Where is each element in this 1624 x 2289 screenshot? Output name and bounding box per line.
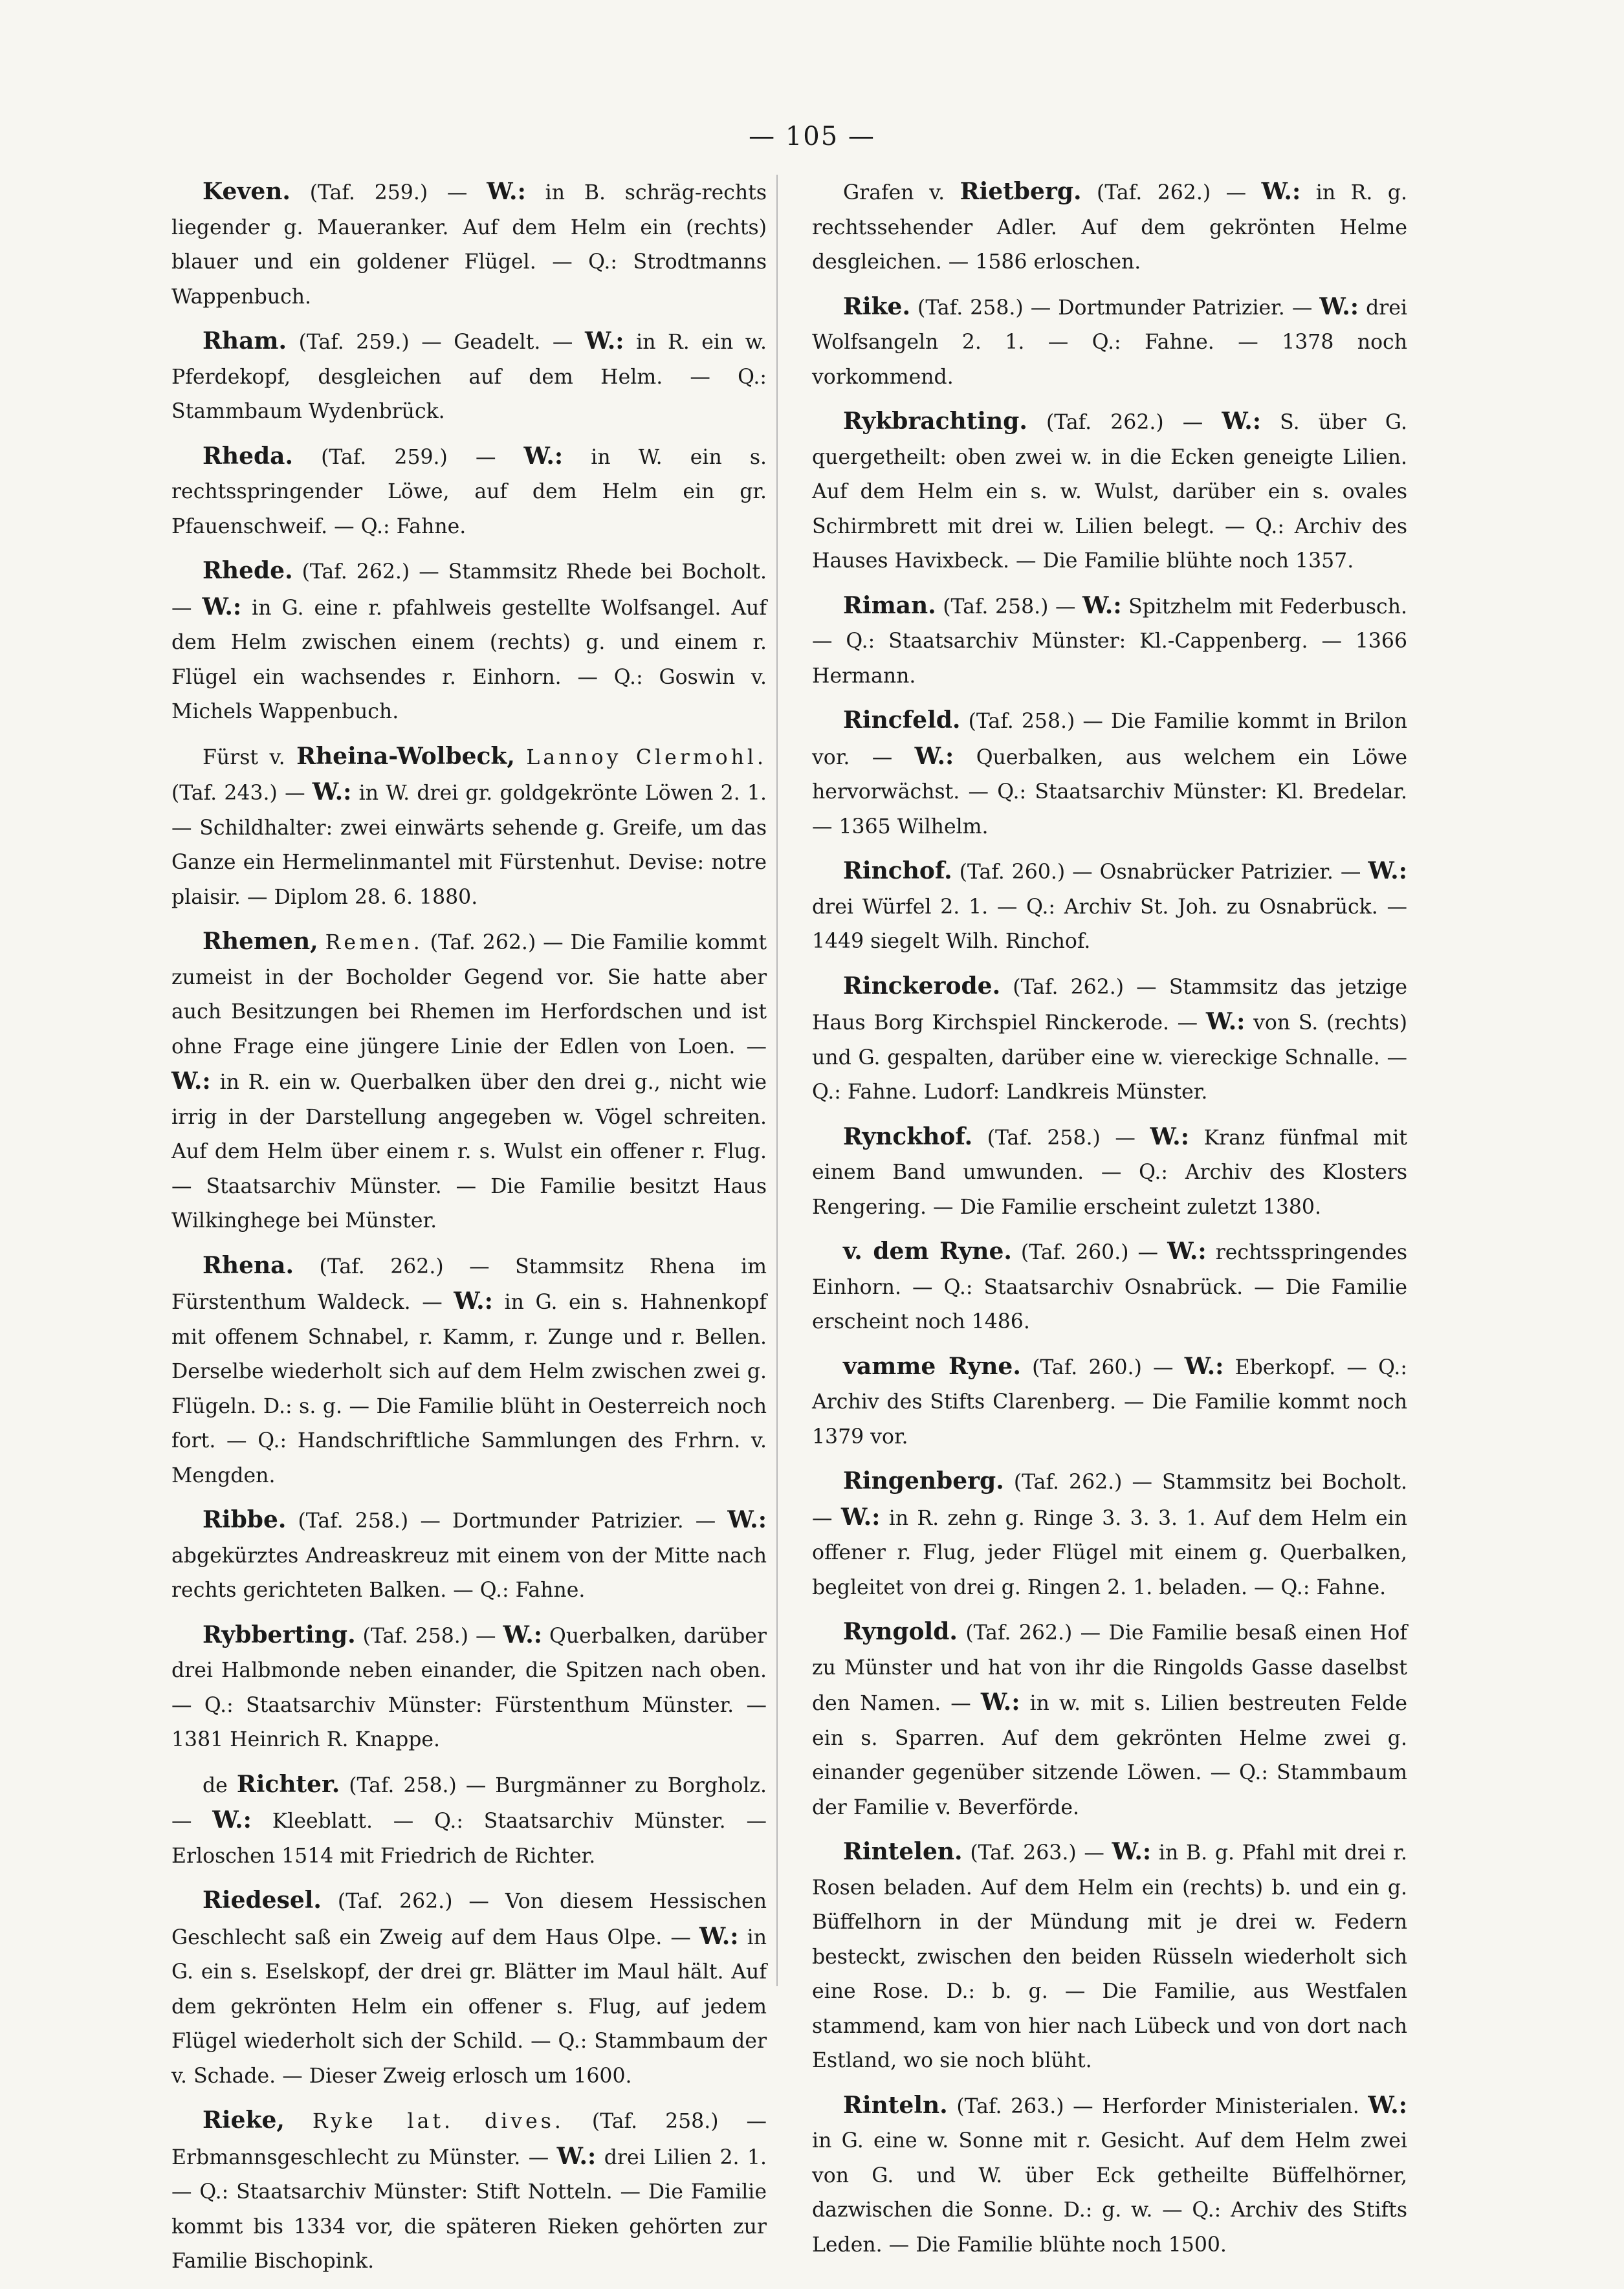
wappen-label: W.:: [1082, 591, 1122, 619]
wappen-label: W.:: [1205, 1008, 1245, 1035]
entry-text: (Taf. 259.) — W.: in B. schräg-rechts liegender g. Maueranker. Auf dem Helm ein (rechts) blauer und ein goldener Flügel. — Q.: Strodtmanns Wappenbuch.: [171, 178, 767, 309]
wappen-label: W.:: [699, 1922, 739, 1950]
entry-text: (Taf. 262.) — W.: in R. g. rechtssehender Adler. Auf dem gekrönten Helme desgleichen. — 1586 erloschen.: [812, 178, 1408, 274]
entry-text: (Taf. 258.) — Dortmunder Patrizier. — W.: drei Wolfsangeln 2. 1. — Q.: Fahne. — 1378 noch vorkommend.: [812, 292, 1408, 389]
wappen-label: W.:: [914, 742, 954, 770]
entry-text: (Taf. 258.) — Die Familie kommt in Brilon vor. — W.: Querbalken, aus welchem ein Löwe hervorwächst. — Q.: Staatsarchiv Münster: Kl. Bredelar. — 1365 Wilhelm.: [812, 710, 1408, 838]
entry: [812, 1615, 1407, 1825]
entry-heading: Rinckerode.: [843, 972, 1001, 1000]
entry-heading: Rietberg.: [960, 178, 1082, 205]
wappen-label: W.:: [523, 442, 564, 470]
wappen-label: W.:: [1319, 292, 1359, 320]
entry-heading: Rinteln.: [843, 2091, 948, 2119]
entry: [812, 2088, 1407, 2263]
entry-text: (Taf. 263.) — W.: in B. g. Pfahl mit drei r. Rosen beladen. Auf dem Helm ein (rechts) b. und ein g. Büffelhorn in der Mündung mit je drei w. Federn besteckt, zwischen den beiden Rüsseln wiederholt sich eine Rose. D.: b. g. — Die Familie, aus Westfalen stammend, kam von hier nach Lübeck und von dort nach Estland, wo sie noch blüht.: [812, 1838, 1408, 2072]
entry: [171, 1768, 767, 1874]
entry: [171, 1249, 767, 1494]
wappen-label: W.:: [840, 1503, 881, 1531]
entry-heading: Rincfeld.: [843, 706, 961, 734]
entry-heading: Richter.: [236, 1770, 340, 1798]
entry-text: (Taf. 262.) — Stammsitz Rhede bei Bocholt. — W.: in G. eine r. pfahlweis gestellte Wolfsangel. Auf dem Helm zwischen einem (rechts) g. und einem r. Flügel ein wachsendes r. Einhorn. — Q.: Goswin v. Michels Wappenbuch.: [171, 560, 767, 723]
entry: [171, 2103, 767, 2279]
entry-text: (Taf. 243.) — W.: in W. drei gr. goldgekrönte Löwen 2. 1. — Schildhalter: zwei einwärts sehende g. Greife, um das Ganze ein Hermelinmantel mit Fürstenhut. Devise: notre plaisir. — Diplom 28. 6. 1880.: [171, 778, 767, 909]
entry-text: (Taf. 262.) — Stammsitz das jetzige Haus Borg Kirchspiel Rinckerode. — W.: von S. (rechts) und G. gespalten, darüber eine w. viereckige Schnalle. — Q.: Fahne. Ludorf: Landkreis Münster.: [812, 975, 1408, 1104]
entry-heading: Rhemen,: [203, 928, 318, 955]
entry-heading: Ribbe.: [203, 1506, 287, 1533]
wappen-label: W.:: [1368, 2091, 1407, 2119]
entry-heading: Rybberting.: [203, 1621, 356, 1648]
entry: [171, 1503, 767, 1608]
entry: [171, 739, 767, 915]
entry: [171, 925, 767, 1239]
page-number: — 105 —: [749, 122, 875, 151]
column-divider: [776, 175, 778, 1986]
entry-text: (Taf. 263.) — Herforder Ministerialen. W.: in G. eine w. Sonne mit r. Gesicht. Auf dem Helm zwei von G. und W. über Eck getheilte Büffelhörner, dazwischen die Sonne. D.: g. w. — Q.: Archiv des Stifts Leden. — Die Familie blühte noch 1500.: [812, 2091, 1407, 2257]
entry-text: (Taf. 258.) — W.: Spitzhelm mit Federbusch. — Q.: Staatsarchiv Münster: Kl.-Cappenberg. — 1366 Hermann.: [812, 591, 1407, 688]
wappen-label: W.:: [1368, 857, 1407, 884]
entry-heading: Rieke,: [203, 2107, 285, 2134]
wappen-label: W.:: [487, 178, 526, 205]
wappen-label: W.:: [171, 1068, 211, 1095]
entry: [812, 589, 1407, 694]
entry-text: (Taf. 258.) — Dortmunder Patrizier. — W.: abgekürztes Andreaskreuz mit einem von der Mitte nach rechts gerichteten Balken. — Q.: Fahne.: [171, 1506, 767, 1602]
entry-text: (Taf. 262.) — Die Familie besaß einen Hof zu Münster und hat von ihr die Ringolds Gasse daselbst den Namen. — W.: in w. mit s. Lilien bestreuten Felde ein s. Sparren. Auf dem gekrönten Helme zwei g. einander gegenüber sitzende Löwen. — Q.: Stammbaum der Familie v. Beverförde.: [812, 1621, 1407, 1819]
entry-heading: Rhede.: [203, 557, 293, 584]
entry-text: (Taf. 262.) — Von diesem Hessischen Geschlecht saß ein Zweig auf dem Haus Olpe. — W.: in G. ein s. Eselskopf, der drei gr. Blätter im Maul hält. Auf dem gekrönten Helm ein offener s. Flug, auf jedem Flügel wiederholt sich der Schild. — Q.: Stammbaum der v. Schade. — Dieser Zweig erlosch um 1600.: [171, 1890, 767, 2088]
wappen-label: W.:: [454, 1287, 493, 1315]
entry-text: (Taf. 258.) — Erbmannsgeschlecht zu Münster. — W.: drei Lilien 2. 1. — Q.: Staatsarchiv Münster: Stift Notteln. — Die Familie kommt bis 1334 vor, die späteren Rieken gehörten zur Familie Bischopink.: [171, 2110, 767, 2273]
entry: [812, 854, 1407, 959]
entry: [171, 439, 767, 545]
entry: [812, 1350, 1407, 1455]
wappen-label: W.:: [202, 593, 242, 620]
wappen-label: W.:: [1150, 1123, 1189, 1150]
entry-text: (Taf. 260.) — W.: rechtsspringendes Einhorn. — Q.: Staatsarchiv Osnabrück. — Die Familie erscheint noch 1486.: [812, 1238, 1407, 1333]
wappen-label: W.:: [1184, 1352, 1224, 1380]
wappen-label: W.:: [1112, 1838, 1152, 1865]
entry-heading: Riedesel.: [203, 1887, 322, 1914]
entry: [812, 290, 1407, 395]
entry-heading: Rhena.: [203, 1251, 294, 1279]
entry-text: (Taf. 259.) — Geadelt. — W.: in R. ein w. Pferdekopf, desgleichen auf dem Helm. — Q.: Stammbaum Wydenbrück.: [171, 327, 767, 423]
wappen-label: W.:: [556, 2142, 597, 2170]
entry-heading: Rheda.: [203, 442, 294, 470]
entry-heading: Ryngold.: [843, 1618, 958, 1645]
entry-heading: Ringenberg.: [843, 1467, 1004, 1495]
entry-heading: Rham.: [203, 327, 287, 355]
entry-text: (Taf. 260.) — W.: Eberkopf. — Q.: Archiv des Stifts Clarenberg. — Die Familie kommt noch 1379 vor.: [812, 1352, 1407, 1449]
entry-heading: Keven.: [203, 178, 291, 205]
entry: [812, 703, 1407, 844]
entry-text: (Taf. 262.) — Stammsitz bei Bocholt. — W.: in R. zehn g. Ringe 3. 3. 3. 1. Auf dem Helm ein offener r. Flug, jeder Flügel mit einem g. Querbalken, begleitet von drei g. Ringen 2. 1. beladen. — Q.: Fahne.: [812, 1471, 1408, 1599]
wappen-label: W.:: [503, 1621, 543, 1648]
entry-text: (Taf. 262.) — Stammsitz Rhena im Fürstenthum Waldeck. — W.: in G. ein s. Hahnenkopf mit offenem Schnabel, r. Kamm, r. Zunge und r. Bellen. Derselbe wiederholt sich auf dem Helm zwischen zwei g. Flügeln. D.: s. g. — Die Familie blüht in Oesterreich noch fort. — Q.: Handschriftliche Sammlungen des Frhrn. v. Mengden.: [171, 1254, 767, 1487]
entry: [171, 175, 767, 314]
entry: [171, 1618, 767, 1758]
wappen-label: W.:: [212, 1806, 252, 1834]
entry: [812, 1464, 1407, 1605]
entry-text: (Taf. 262.) — W.: S. über G. quergetheilt: oben zwei w. in die Ecken geneigte Lilien. Auf dem Helm ein s. w. Wulst, darüber ein s. ovales Schirmbrett mit drei w. Lilien belegt. — Q.: Archiv des Hauses Havixbeck. — Die Familie blühte noch 1357.: [812, 408, 1407, 573]
entry-heading: vamme Ryne.: [843, 1352, 1021, 1380]
entry: [812, 1120, 1407, 1225]
entry: [171, 1883, 767, 2094]
entry: [171, 554, 767, 730]
entry: [812, 175, 1407, 280]
left-column: [171, 175, 767, 2289]
entry-heading: Rynckhof.: [843, 1123, 973, 1150]
entry-variant: Ryke lat. dives.: [312, 2110, 564, 2133]
entry-prefix: Fürst v.: [203, 745, 285, 769]
entry: [812, 404, 1407, 579]
entry-heading: Rheina-Wolbeck,: [296, 742, 515, 770]
entry-text: (Taf. 259.) — W.: in W. ein s. rechtsspringender Löwe, auf dem Helm ein gr. Pfauenschweif. — Q.: Fahne.: [171, 442, 767, 538]
entry-heading: Riman.: [843, 591, 936, 619]
entry-variant: Lannoy Clermohl.: [526, 745, 767, 769]
entry-variant: Remen.: [325, 931, 423, 954]
entry-heading: v. dem Ryne.: [843, 1238, 1012, 1265]
entry-text: (Taf. 258.) — W.: Querbalken, darüber drei Halbmonde neben einander, die Spitzen nach oben. — Q.: Staatsarchiv Münster: Fürstenthum Münster. — 1381 Heinrich R. Knappe.: [171, 1621, 767, 1751]
wappen-label: W.:: [980, 1689, 1020, 1716]
wappen-label: W.:: [1222, 408, 1262, 435]
wappen-label: W.:: [727, 1506, 767, 1533]
entry-heading: Rintelen.: [843, 1838, 963, 1865]
wappen-label: W.:: [1261, 178, 1301, 205]
right-column: [812, 175, 1407, 2272]
entry: [171, 324, 767, 430]
entry-heading: Rinchof.: [843, 857, 952, 884]
entry-text: (Taf. 260.) — Osnabrücker Patrizier. — W.: drei Würfel 2. 1. — Q.: Archiv St. Joh. zu Osnabrück. — 1449 siegelt Wilh. Rinchof.: [812, 857, 1407, 953]
wappen-label: W.:: [1167, 1238, 1207, 1265]
entry: [812, 969, 1407, 1110]
wappen-label: W.:: [312, 778, 352, 805]
entry-text: (Taf. 258.) — W.: Kranz fünfmal mit einem Band umwunden. — Q.: Archiv des Klosters Rengering. — Die Familie erscheint zuletzt 1380.: [812, 1123, 1408, 1219]
entry-prefix: de: [203, 1773, 228, 1797]
entry-heading: Rike.: [843, 292, 910, 320]
wappen-label: W.:: [584, 327, 624, 355]
entry-text: (Taf. 262.) — Die Familie kommt zumeist in der Bocholder Gegend vor. Sie hatte aber auch Besitzungen bei Rhemen im Herfordschen und ist ohne Frage eine jüngere Linie der Edlen von Loen. — W.: in R. ein w. Querbalken über den drei g., nicht wie irrig in der Darstellung angegeben w. Vögel schreiten. Auf dem Helm über einem r. s. Wulst ein offener r. Flug. — Staatsarchiv Münster. — Die Familie besitzt Haus Wilkinghege bei Münster.: [171, 931, 767, 1232]
entry: [812, 1835, 1407, 2079]
entry-text: (Taf. 258.) — Burgmänner zu Borgholz. — W.: Kleeblatt. — Q.: Staatsarchiv Münster. — Erloschen 1514 mit Friedrich de Richter.: [171, 1773, 767, 1868]
entry-heading: Rykbrachting.: [843, 408, 1027, 435]
entry: [812, 1234, 1407, 1340]
entry-prefix: Grafen v.: [843, 181, 945, 204]
